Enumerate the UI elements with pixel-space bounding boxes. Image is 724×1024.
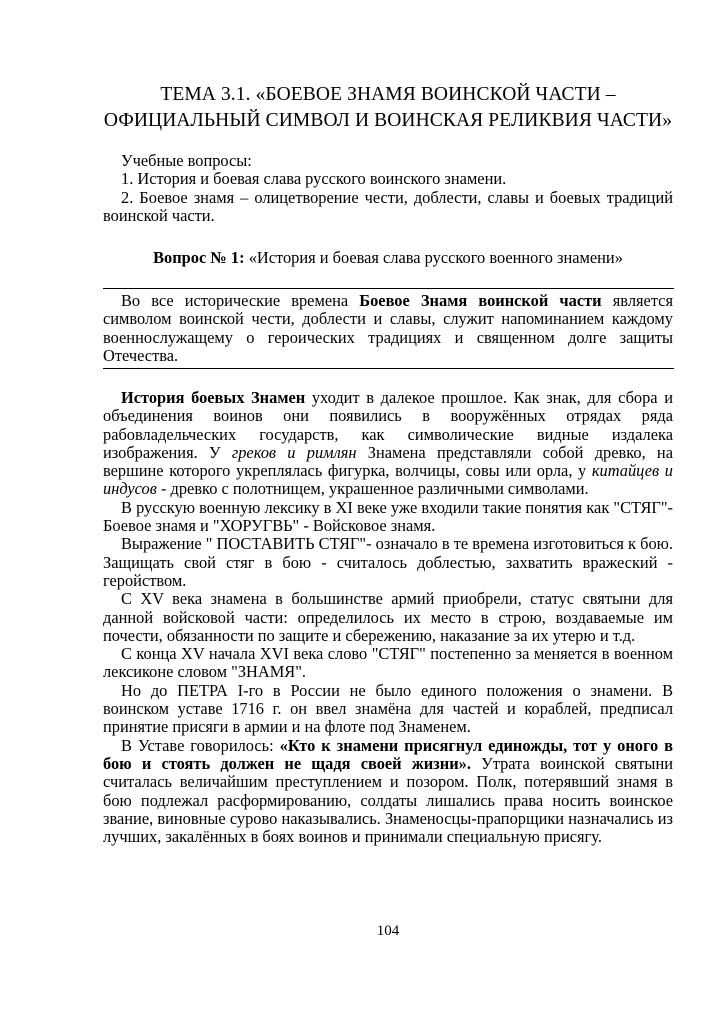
definition-paragraph (103, 292, 673, 365)
page-number: 104 (376, 923, 400, 939)
study-questions-heading: Учебные вопросы: (121, 151, 252, 170)
paragraph-7 (103, 737, 673, 847)
p1-bold: История боевых Знамен (121, 388, 306, 407)
divider-bottom (103, 368, 674, 369)
main-text (103, 389, 673, 846)
p7-bold: «Кто к знамени присягнул единожды, тот у оного в бою и стоять должен не щадя своей жизни». (103, 735, 674, 773)
p1-text-2: Знамена представляли собой древко, на вершине которого укреплялась фигурка, волчицы, совы или орла, у (103, 442, 673, 481)
definition-text-2: является символом воинской чести, доблести и славы, служит напоминанием каждому военнослужащему о героических традициях и священном долге защиты Отечества. (103, 291, 673, 365)
p1-text-1: уходит в далекое прошлое. Как знак, для сбора и объединения воинов они появились в вооружённых отрядах ряда рабовладельческих государств, как символические видные издалека изображения. У (103, 388, 673, 462)
paragraph-3: Выражение " ПОСТАВИТЬ СТЯГ"- означало в те времена изготовиться к бою. Защищать свой стяг в бою - считалось доблестью, захватить вражеский - геройством. (103, 534, 673, 590)
question-heading (100, 248, 676, 268)
paragraph-4: С XV века знамена в большинстве армий приобрели, статус святыни для данной войсковой части: определилось их место в строю, воздаваемые им почести, обязанности по защите и сбережению, наказание за их утерю и т.д. (103, 589, 673, 645)
paragraph-1 (103, 389, 673, 499)
p1-italic-2: китайцев и индусов (103, 461, 674, 499)
study-question-1: 1. История и боевая слава русского воинского знамени. (121, 169, 507, 189)
study-questions (103, 152, 673, 225)
p7-text-2: Утрата воинской святыни считалась величайшим преступлением и позором. Полк, потерявший знамя в бою подлежал расформированию, солдаты лишались права носить воинское звание, виновные сурово наказывались. Знаменосцы-прапорщики назначались из лучших, закалённых в боях воинов и принимали специальную присягу. (103, 753, 673, 847)
study-question-2: 2. Боевое знамя – олицетворение чести, доблести, славы и боевых традиций воинской части. (103, 187, 673, 225)
p1-text-3: - древко с полотнищем, украшенное различными символами. (156, 479, 589, 499)
definition-box (103, 292, 673, 365)
title-line-2: ОФИЦИАЛЬНЫЙ СИМВОЛ И ВОИНСКАЯ РЕЛИКВИЯ ЧАСТИ» (103, 110, 673, 131)
paragraph-5: С конца XV начала XVI века слово "СТЯГ" постепенно за меняется в военном лексиконе словом "ЗНАМЯ". (103, 644, 673, 682)
title-line-1: ТЕМА 3.1. «БОЕВОЕ ЗНАМЯ ВОИНСКОЙ ЧАСТИ – (160, 84, 616, 105)
question-label: Вопрос № 1: (153, 248, 245, 267)
paragraph-6: Но до ПЕТРА I-го в России не было единого положения о знамени. В воинском уставе 1716 г. он ввел знамёна для частей и кораблей, предписал принятие присяги в армии и на флоте под Знаменем. (103, 680, 673, 737)
definition-text-1: Во все исторические времена (121, 291, 360, 310)
divider-top (103, 288, 674, 289)
p1-italic-1: греков и римлян (231, 442, 357, 462)
paragraph-2: В русскую военную лексику в XI веке уже входили такие понятия как "СТЯГ"- Боевое знамя и "ХОРУГВЬ" - Войсковое знамя. (103, 497, 673, 536)
p7-text-1: В Уставе говорилось: (121, 735, 280, 755)
question-text: «История и боевая слава русского военного знамени» (244, 248, 623, 267)
page-title (100, 82, 676, 134)
definition-bold: Боевое Знамя воинской части (359, 291, 602, 310)
